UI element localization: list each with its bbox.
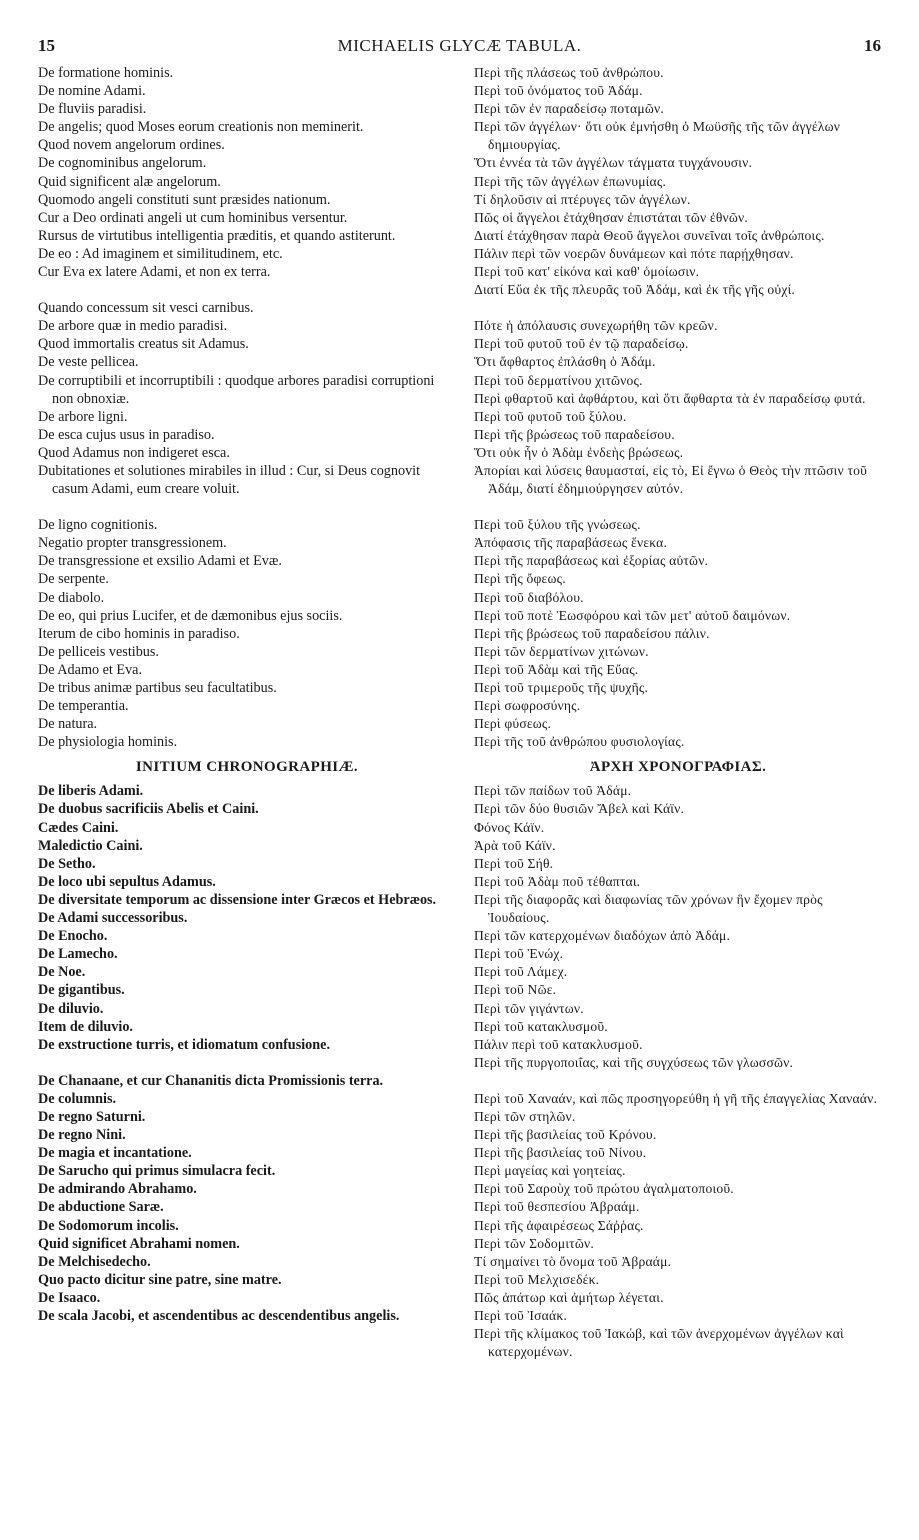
greek-entry: Περὶ τοῦ θεσπεσίου Ἀβραάμ. — [474, 1199, 640, 1215]
section-heading: INITIUM CHRONOGRAPHIÆ. — [135, 759, 359, 776]
greek-entry: Περὶ τῆς πυργοποιΐας, καὶ τῆς συγχύσεως τῶν γλωσσῶν. — [474, 1054, 794, 1070]
greek-entry: Περὶ τοῦ κατακλυσμοῦ. — [474, 1018, 608, 1034]
greek-entry: Περὶ τῆς τοῦ ἀνθρώπου φυσιολογίας. — [474, 734, 685, 750]
greek-entry: Περὶ τοῦ Ἀδὰμ ποῦ τέθαπται. — [474, 873, 641, 889]
greek-entry: Περὶ μαγείας καὶ γοητείας. — [474, 1163, 626, 1179]
latin-entry: De Noe. — [38, 964, 86, 981]
latin-entry: De eo, qui prius Lucifer, et de dæmonibus ejus sociis. — [38, 607, 343, 624]
latin-entry: De diversitate temporum ac dissensione inter Græcos et Hebræos. — [38, 891, 437, 908]
latin-entry: De liberis Adami. — [38, 783, 144, 800]
latin-entry: De duobus sacrificiis Abelis et Caini. — [38, 801, 259, 818]
greek-entry: Περὶ τῶν ἀγγέλων· ὅτι οὐκ ἐμνήσθη ὁ Μωϋσῆς τῆς τῶν ἀγγέλων δημιουργίας. — [474, 119, 841, 153]
running-title: MICHAELIS GLYCÆ TABULA. — [337, 36, 582, 55]
group-spacer — [38, 498, 456, 516]
latin-entry: De natura. — [38, 716, 98, 733]
latin-entry: De Melchisedecho. — [38, 1253, 151, 1270]
greek-entry: Περὶ τῶν δερματίνων χιτώνων. — [474, 643, 649, 659]
greek-entry: Τί δηλοῦσιν αἱ πτέρυγες τῶν ἀγγέλων. — [474, 191, 691, 207]
greek-entry: Περὶ τῶν παίδων τοῦ Ἀδάμ. — [474, 783, 632, 799]
latin-entry: De Enocho. — [38, 928, 108, 945]
latin-entry: De cognominibus angelorum. — [38, 155, 207, 172]
latin-entry: Dubitationes et solutiones mirabiles in illud : Cur, si Deus cognovit casum Adami, eum creare voluit. — [38, 462, 421, 498]
latin-entry: Quid significet Abrahami nomen. — [38, 1235, 240, 1252]
greek-entry: Περὶ τοῦ φυτοῦ τοῦ ξύλου. — [474, 408, 627, 424]
latin-entry: De angelis; quod Moses eorum creationis non meminerit. — [38, 119, 364, 136]
latin-entry: Rursus de virtutibus intelligentia præditis, et quando astiterunt. — [38, 227, 396, 244]
latin-entry: De exstructione turris, et idiomatum confusione. — [38, 1036, 330, 1053]
latin-entry: Quod immortalis creatus sit Adamus. — [38, 336, 249, 353]
latin-entry: De pelliceis vestibus. — [38, 643, 159, 660]
greek-entry: Περὶ φύσεως. — [474, 716, 552, 732]
latin-column — [38, 64, 456, 1325]
latin-entry: De Isaaco. — [38, 1289, 101, 1306]
latin-entry: De nomine Adami. — [38, 83, 146, 100]
latin-entry: De diabolo. — [38, 589, 105, 606]
group-spacer — [38, 281, 456, 299]
greek-entry: Περὶ τοῦ Χαναάν, καὶ πῶς προσηγορεύθη ἡ γῆ τῆς ἐπαγγελίας Χαναάν. — [474, 1090, 878, 1106]
latin-entry: Iterum de cibo hominis in paradiso. — [38, 625, 240, 642]
latin-entry: Quomodo angeli constituti sunt præsides nationum. — [38, 191, 331, 208]
greek-entry: Περὶ τῆς βρώσεως τοῦ παραδείσου πάλιν. — [474, 625, 710, 641]
group-spacer — [474, 498, 882, 516]
greek-entry: Περὶ τοῦ Σήθ. — [474, 855, 554, 871]
greek-entry: Πάλιν περὶ τῶν νοερῶν δυνάμεων καὶ πότε παρῄχθησαν. — [474, 245, 794, 261]
latin-entry: De loco ubi sepultus Adamus. — [38, 873, 216, 890]
latin-entry: De gigantibus. — [38, 982, 125, 999]
latin-entry: De abductione Saræ. — [38, 1199, 164, 1216]
latin-entry: De serpente. — [38, 571, 109, 588]
latin-entry: Quod Adamus non indigeret esca. — [38, 444, 230, 461]
latin-entry: De formatione hominis. — [38, 65, 174, 81]
greek-entry: Περὶ τοῦ Μελχισεδέκ. — [474, 1271, 600, 1287]
latin-entry: Cur a Deo ordinati angeli ut cum hominibus versentur. — [38, 209, 348, 226]
latin-entry: De scala Jacobi, et ascendentibus ac descendentibus angelis. — [38, 1308, 400, 1324]
running-header — [0, 36, 919, 60]
greek-entry: Περὶ τῶν κατερχομένων διαδόχων ἀπὸ Ἀδάμ. — [474, 928, 731, 944]
latin-entry: De arbore quæ in medio paradisi. — [38, 318, 228, 335]
greek-entry: Ἀπόφασις τῆς παραβάσεως ἕνεκα. — [474, 535, 668, 551]
group-spacer — [38, 1054, 456, 1072]
latin-entry: Item de diluvio. — [38, 1018, 133, 1035]
greek-entry: Περὶ σωφροσύνης. — [474, 698, 581, 714]
greek-entry: Περὶ τοῦ Ἰσαάκ. — [474, 1308, 567, 1323]
greek-entry: Περὶ τῆς πλάσεως τοῦ ἀνθρώπου. — [474, 65, 664, 80]
latin-entry: De physiologia hominis. — [38, 734, 178, 751]
greek-entry: Περὶ τῶν γιγάντων. — [474, 1000, 584, 1016]
greek-entry: Διατί Εὔα ἐκ τῆς πλευρᾶς τοῦ Ἀδάμ, καὶ ἐκ τῆς γῆς οὐχί. — [474, 282, 796, 298]
greek-entry: Περὶ φθαρτοῦ καὶ ἀφθάρτου, καὶ ὅτι ἄφθαρτα τὰ ἐν παραδείσῳ φυτά. — [474, 390, 866, 406]
latin-entry: De Chanaane, et cur Chananitis dicta Promissionis terra. — [38, 1072, 384, 1089]
greek-entry: Περὶ τῶν στηλῶν. — [474, 1108, 576, 1124]
latin-entry: De transgressione et exsilio Adami et Evæ. — [38, 553, 282, 570]
greek-entry: Περὶ τοῦ Ἐνώχ. — [474, 946, 564, 962]
latin-entry: Quando concessum sit vesci carnibus. — [38, 300, 254, 317]
latin-entry: Quod novem angelorum ordines. — [38, 137, 225, 154]
greek-entry: Ἀπορίαι καὶ λύσεις θαυμασταί, εἰς τὸ, Εἰ ἔγνω ὁ Θεὸς τὴν πτῶσιν τοῦ Ἀδάμ, διατί ἐδημιούργησεν αὐτόν. — [474, 462, 868, 497]
greek-column — [474, 64, 882, 1361]
greek-entry: Πῶς οἱ ἄγγελοι ἐτάχθησαν ἐπιστάται τῶν ἐθνῶν. — [474, 209, 748, 225]
latin-entry: De Lamecho. — [38, 946, 118, 963]
greek-entry: Περὶ τοῦ Ἀδὰμ καὶ τῆς Εὔας. — [474, 661, 639, 677]
latin-entry: De regno Saturni. — [38, 1108, 146, 1125]
latin-entry: De diluvio. — [38, 1000, 104, 1017]
latin-entry: De magia et incantatione. — [38, 1145, 192, 1162]
greek-entry: Περὶ τοῦ διαβόλου. — [474, 589, 584, 605]
latin-entry: De columnis. — [38, 1090, 117, 1107]
greek-entry: Περὶ τοῦ κατ' εἰκόνα καὶ καθ' ὁμοίωσιν. — [474, 264, 700, 280]
greek-entry: Περὶ τῶν Σοδομιτῶν. — [474, 1235, 594, 1251]
group-spacer — [474, 1072, 882, 1090]
group-spacer — [474, 299, 882, 317]
greek-entry: Φόνος Κάϊν. — [474, 819, 545, 835]
latin-entry: Maledictio Caini. — [38, 837, 143, 854]
greek-entry: Περὶ τῶν ἐν παραδείσῳ ποταμῶν. — [474, 101, 664, 117]
greek-entry: Ὅτι ἐννέα τὰ τῶν ἀγγέλων τάγματα τυγχάνουσιν. — [474, 155, 753, 171]
greek-entry: Ὅτι ἄφθαρτος ἐπλάσθη ὁ Ἀδάμ. — [474, 354, 656, 370]
greek-entry: Περὶ τῆς διαφορᾶς καὶ διαφωνίας τῶν χρόνων ἣν ἔχομεν πρὸς Ἰουδαίους. — [474, 891, 823, 926]
latin-entry: De admirando Abrahamo. — [38, 1181, 197, 1198]
greek-entry: Περὶ τοῦ ξύλου τῆς γνώσεως. — [474, 517, 641, 533]
greek-entry: Περὶ τοῦ Νῶε. — [474, 982, 557, 998]
greek-entry: Περὶ τῆς ἀφαιρέσεως Σάῤῥας. — [474, 1217, 644, 1233]
greek-entry: Περὶ τῆς κλίμακος τοῦ Ἰακώβ, καὶ τῶν ἀνερχομένων ἀγγέλων καὶ κατερχομένων. — [474, 1326, 844, 1360]
latin-entry: De Adamo et Eva. — [38, 661, 143, 678]
latin-entry: Cur Eva ex latere Adami, et non ex terra. — [38, 264, 271, 281]
greek-entry: Διατί ἐτάχθησαν παρὰ Θεοῦ ἄγγελοι συνεῖναι τοῖς ἀνθρώποις. — [474, 227, 825, 243]
latin-entry: De Sodomorum incolis. — [38, 1217, 179, 1234]
latin-entry: Quid significent alæ angelorum. — [38, 173, 221, 190]
latin-entry: De Sarucho qui primus simulacra fecit. — [38, 1163, 276, 1180]
greek-entry: Περὶ τῆς ὄφεως. — [474, 571, 566, 587]
latin-entry: De Setho. — [38, 855, 96, 872]
latin-entry: De corruptibili et incorruptibili : quodque arbores paradisi corruptioni non obnoxiæ. — [38, 372, 435, 407]
latin-entry: De temperantia. — [38, 698, 129, 715]
greek-entry: Περὶ τοῦ δερματίνου χιτῶνος. — [474, 372, 643, 388]
page-number-left: 15 — [38, 36, 55, 55]
greek-entry: Τί σημαίνει τὸ ὄνομα τοῦ Ἀβραάμ. — [474, 1253, 672, 1269]
latin-entry: De regno Nini. — [38, 1127, 126, 1144]
greek-entry: Ἀρὰ τοῦ Κάϊν. — [474, 837, 556, 853]
latin-entry: De tribus animæ partibus seu facultatibus. — [38, 680, 277, 696]
latin-entry: De Adami successoribus. — [38, 910, 188, 927]
latin-entry: De veste pellicea. — [38, 354, 139, 371]
latin-entry: De eo : Ad imaginem et similitudinem, etc. — [38, 245, 283, 262]
greek-entry: Περὶ τῆς βασιλείας τοῦ Κρόνου. — [474, 1127, 657, 1143]
greek-entry: Περὶ τῆς τῶν ἀγγέλων ἐπωνυμίας. — [474, 173, 667, 189]
section-heading: ἈΡΧΗ ΧΡΟΝΟΓΡΑΦΙΑΣ. — [589, 759, 767, 776]
greek-entry: Περὶ τῆς παραβάσεως καὶ ἐξορίας αὐτῶν. — [474, 553, 709, 569]
greek-entry: Περὶ τοῦ τριμεροῦς τῆς ψυχῆς. — [474, 680, 649, 695]
greek-entry: Περὶ τοῦ Λάμεχ. — [474, 964, 568, 980]
latin-entry: Negatio propter transgressionem. — [38, 535, 227, 552]
greek-entry: Περὶ τῶν δύο θυσιῶν Ἄβελ καὶ Κάϊν. — [474, 801, 685, 817]
page-number-right: 16 — [864, 36, 881, 55]
greek-entry: Περὶ τοῦ Σαροὺχ τοῦ πρώτου ἀγαλματοποιοῦ. — [474, 1181, 734, 1197]
latin-entry: Cædes Caini. — [38, 819, 119, 836]
greek-entry: Περὶ τοῦ ὀνόματος τοῦ Ἀδάμ. — [474, 83, 643, 99]
greek-entry: Πότε ἡ ἀπόλαυσις συνεχωρήθη τῶν κρεῶν. — [474, 318, 718, 334]
latin-entry: De fluviis paradisi. — [38, 101, 147, 118]
greek-entry: Πάλιν περὶ τοῦ κατακλυσμοῦ. — [474, 1036, 643, 1052]
greek-entry: Περὶ τῆς βρώσεως τοῦ παραδείσου. — [474, 426, 675, 442]
latin-entry: De ligno cognitionis. — [38, 517, 158, 534]
greek-entry: Ὅτι οὐκ ἦν ὁ Ἀδὰμ ἐνδεὴς βρώσεως. — [474, 444, 684, 460]
latin-entry: De arbore ligni. — [38, 408, 128, 425]
latin-entry: De esca cujus usus in paradiso. — [38, 426, 215, 443]
greek-entry: Περὶ τοῦ φυτοῦ τοῦ ἐν τῷ παραδείσῳ. — [474, 336, 689, 352]
greek-entry: Περὶ τοῦ ποτὲ Ἑωσφόρου καὶ τῶν μετ' αὐτοῦ δαιμόνων. — [474, 607, 791, 623]
greek-entry: Περὶ τῆς βασιλείας τοῦ Νίνου. — [474, 1145, 647, 1161]
greek-entry: Πῶς ἀπάτωρ καὶ ἀμήτωρ λέγεται. — [474, 1289, 664, 1305]
latin-entry: Quo pacto dicitur sine patre, sine matre. — [38, 1271, 282, 1288]
